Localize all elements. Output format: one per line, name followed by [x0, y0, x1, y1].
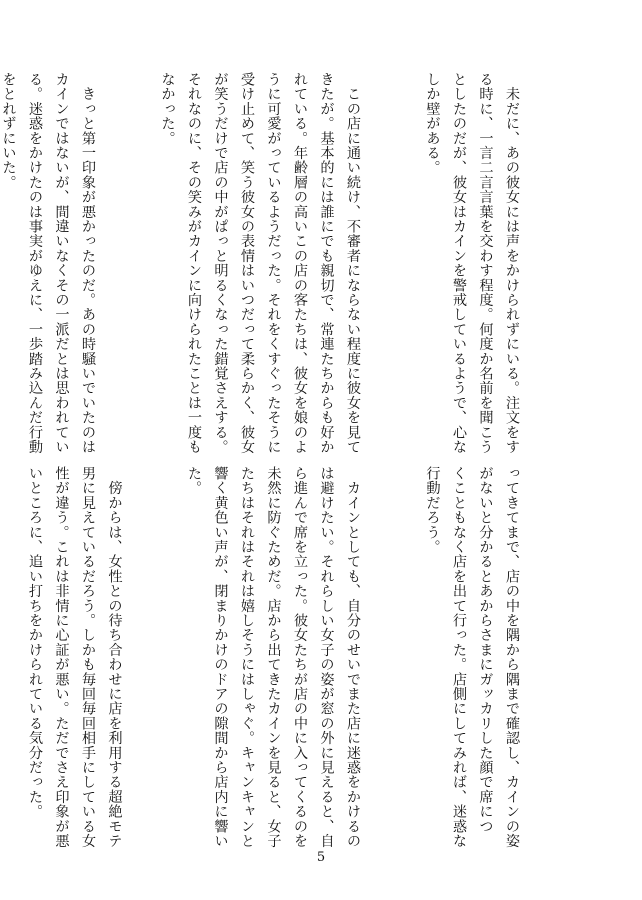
- top-text-block: [0, 72, 578, 455]
- paragraph: きっと第一印象が悪かったのだ。あの時騒いでいたのは カインではないが、間違いなくその一派だとは思われてい る。迷惑をかけたのは事実がゆえに、一歩踏み込んだ行動 をとれずにいた。: [0, 72, 96, 455]
- paragraph: カインとしても、自分のせいでまた店に迷惑をかけるの は避けたい。それらしい女子の姿が窓の外に見えると、自 ら進んで席を立った。彼女たちが店の中に入ってくるのを 未然に防ぐためだ。店から出てきたカインを見ると、女子 たちはそれはそれは嬉しそうにはしゃぐ。キャンキャンと 響く黄色い声が、閉まりかけのドアの隙間から店内に響い た。: [186, 466, 361, 849]
- paragraph: この店に通い続け、不審者にならない程度に彼女を見て きたが。基本的には誰にでも親切で、常連たちからも好か れている。年齢層の高いこの店の客たちは、彼女を娘のよ うに可愛がっているようだった。それをくすぐったそうに 受け止めて、笑う彼女の表情はいつだって柔らかく、彼女 が笑うだけで店の中がぱっと明るくなった錯覚さえする。 それなのに、その笑みがカインに向けられたことは一度も なかった。: [159, 72, 361, 455]
- page-number: 5: [316, 850, 326, 865]
- paragraph: 未だに、あの彼女には声をかけられずにいる。注文をす る時に、一言二言言葉を交わす程度。何度か名前を聞こう としたのだが、彼女はカインを警戒しているようで、心な しか壁がある。: [424, 72, 520, 455]
- paragraph: 傍からは、女性との待ち合わせに店を利用する超絶モテ 男に見えているだろう。しかも毎回毎回相手にしている女 性が違う。これは非情に心証が悪い。ただでさえ印象が悪 いところに、追い打ちをかけられている気分だった。: [27, 466, 123, 849]
- bottom-text-block: [27, 466, 578, 849]
- paragraph: ってきてまで、店の中を隅から隅まで確認し、カインの姿 がないと分かるとあからさまにガッカリした顔で席につ くこともなく店を出て行った。店側にしてみれば、迷惑な 行動だろう。: [424, 466, 520, 849]
